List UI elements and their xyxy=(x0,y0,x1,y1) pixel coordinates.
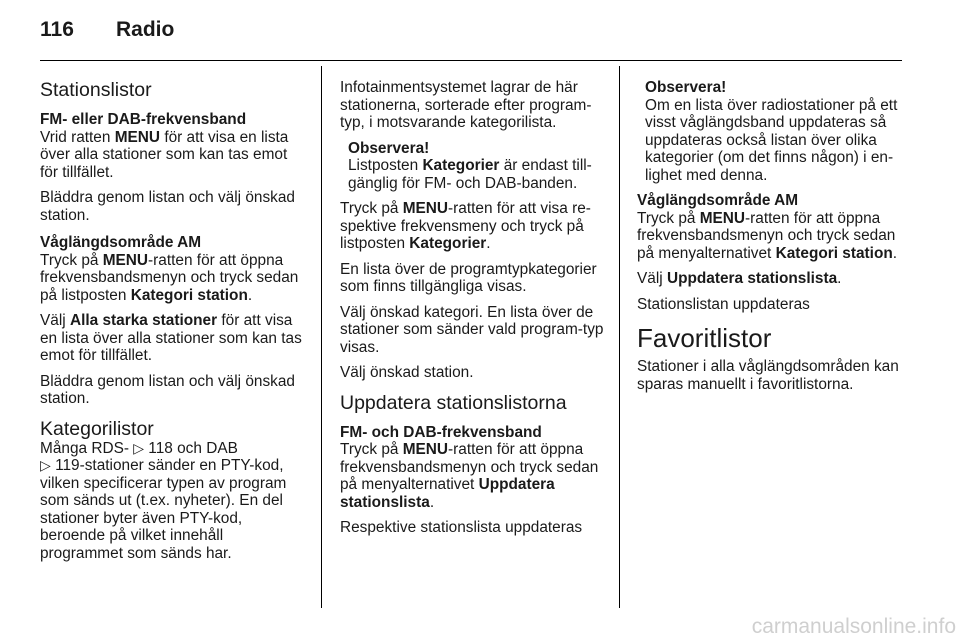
paragraph: Tryck på MENU-ratten för att öppna frekvensbandsmenyn och tryck sedan på menyalternativet Kategori station. xyxy=(637,209,898,262)
paragraph: Respektive stationslista uppdateras xyxy=(340,519,583,536)
paragraph: Bläddra genom listan och välj önskad station. xyxy=(40,372,295,407)
paragraph: En lista över de programtypkategorier som finns tillgängliga visas. xyxy=(340,260,597,295)
paragraph: Infotainmentsystemet lagrar de här stationerna, sorterade efter program-typ, i motsvarande kategorilista. xyxy=(340,79,592,131)
paragraph: Stationer i alla våglängdsområden kan sparas manuellt i favoritlistorna. xyxy=(637,358,899,393)
menu-label: MENU xyxy=(402,200,449,217)
subheading-fm-dab: FM- eller DAB-frekvensband xyxy=(40,111,247,128)
paragraph: Bläddra genom listan och välj önskad station. xyxy=(40,189,295,224)
list-item-label: Kategorier xyxy=(409,235,487,252)
note-box xyxy=(645,79,905,184)
paragraph: Många RDS- ▷ 118 och DAB ▷ 119-stationer sänder en PTY-kod, vilken specificerar typen av program som sänds ut (t.ex. nyheter). En del stationer byter även PTY-kod, beroende på vilket innehåll programmet som sänds har. xyxy=(40,439,287,562)
menu-option-label: Kategori station xyxy=(775,244,893,262)
subheading-am: Våglängdsområde AM xyxy=(40,234,202,251)
paragraph: Vrid ratten MENU för att visa en lista över alla stationer som kan tas emot för tillfället. xyxy=(40,128,289,181)
paragraph: Tryck på MENU-ratten för att visa re-spektive frekvensmeny och tryck på listposten Kategorier. xyxy=(340,200,591,252)
page-number: 116 xyxy=(40,18,74,41)
list-item-label: Kategori station xyxy=(130,286,248,304)
column-divider xyxy=(321,66,322,608)
paragraph: Välj önskad station. xyxy=(340,364,474,381)
section-title-uppdatera: Uppdatera stationslistorna xyxy=(340,391,567,414)
menu-label: MENU xyxy=(102,251,149,269)
note-title: Observera! xyxy=(645,79,727,96)
header-rule xyxy=(40,60,902,61)
subheading-fm-dab: FM- och DAB-frekvensband xyxy=(340,423,542,441)
column-1 xyxy=(40,79,306,570)
page-reference-icon: ▷ xyxy=(133,439,145,456)
list-item-label: Kategorier xyxy=(422,157,500,174)
menu-label: MENU xyxy=(402,441,449,458)
page-reference-icon: ▷ xyxy=(40,457,51,473)
paragraph: Välj önskad kategori. En lista över de stationer som sänder vald program-typ visas. xyxy=(340,303,604,356)
paragraph: Tryck på MENU-ratten för att öppna frekvensbandsmenyn och tryck sedan på listposten Kategori station. xyxy=(40,251,299,304)
menu-option-label: Uppdatera stationslista xyxy=(340,476,555,511)
paragraph: Tryck på MENU-ratten för att öppna frekvensbandsmenyn och tryck sedan på menyalternativet Uppdatera stationslista. xyxy=(340,441,599,511)
paragraph: Välj Uppdatera stationslista. xyxy=(637,270,842,287)
paragraph: Stationslistan uppdateras xyxy=(637,295,810,313)
watermark: carmanualsonline.info xyxy=(751,615,956,638)
section-title-favoritlistor: Favoritlistor xyxy=(637,323,772,353)
menu-option-label: Uppdatera stationslista xyxy=(666,270,838,287)
column-2 xyxy=(340,79,606,545)
note-box xyxy=(348,140,606,193)
column-3 xyxy=(637,79,905,401)
note-title: Observera! xyxy=(348,139,430,157)
menu-option-label: Alla starka stationer xyxy=(69,312,218,329)
menu-label: MENU xyxy=(114,128,161,146)
note-text: Om en lista över radiostationer på ett visst våglängdsband uppdateras så uppdateras också listan över olika kategorier (om det finns någon) i en-lighet med denna. xyxy=(645,96,898,184)
section-title-stationslistor: Stationslistor xyxy=(40,79,152,101)
subheading-am: Våglängdsområde AM xyxy=(637,192,799,209)
column-divider xyxy=(619,66,620,608)
menu-label: MENU xyxy=(699,209,746,227)
paragraph: Välj Alla starka stationer för att visa en lista över alla stationer som kan tas emot för tillfället. xyxy=(40,312,302,364)
chapter-title: Radio xyxy=(116,18,175,41)
note-text: Listposten Kategorier är endast till-gänglig för FM- och DAB-banden. xyxy=(348,157,592,192)
section-title-kategorilistor: Kategorilistor xyxy=(40,417,154,440)
